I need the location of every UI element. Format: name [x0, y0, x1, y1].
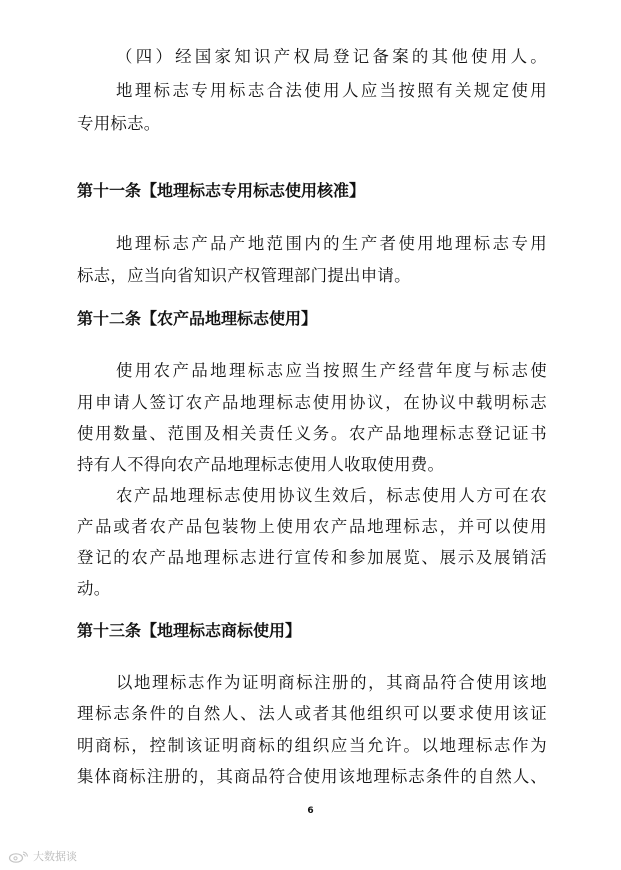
- article-13-heading: 第十三条【地理标志商标使用】: [77, 621, 302, 640]
- watermark-text: 大数据谈: [33, 850, 77, 863]
- paragraph-line: 登记的农产品地理标志进行宣传和参加展览、展示及展销活: [77, 548, 547, 567]
- page-number: 6: [307, 806, 314, 816]
- paragraph-line: 明商标，控制该证明商标的组织应当允许。以地理标志作为: [77, 736, 547, 755]
- paragraph-line: 集体商标注册的，其商品符合使用该地理标志条件的自然人、: [77, 767, 547, 786]
- paragraph-line: 专用标志。: [77, 114, 161, 133]
- paragraph-line: 产品或者农产品包装物上使用农产品地理标志，并可以使用: [77, 517, 547, 536]
- weibo-logo-icon: [8, 850, 30, 863]
- paragraph-line: 农产品地理标志使用协议生效后，标志使用人方可在农: [116, 486, 547, 505]
- article-11-heading: 第十一条【地理标志专用标志使用核准】: [77, 181, 366, 200]
- paragraph-line: 标志，应当向省知识产权管理部门提出申请。: [77, 266, 411, 285]
- paragraph-line: 使用数量、范围及相关责任义务。农产品地理标志登记证书: [77, 424, 547, 443]
- watermark: [8, 848, 77, 864]
- paragraph-line: 理标志条件的自然人、法人或者其他组织可以要求使用该证: [77, 704, 547, 723]
- paragraph-line: 地理标志产品产地范围内的生产者使用地理标志专用: [116, 234, 547, 253]
- paragraph-line: 以地理标志作为证明商标注册的，其商品符合使用该地: [116, 673, 547, 692]
- paragraph-line: 动。: [77, 579, 111, 598]
- paragraph-line: 使用农产品地理标志应当按照生产经营年度与标志使: [116, 361, 547, 380]
- paragraph-line: 用申请人签订农产品地理标志使用协议，在协议中载明标志: [77, 393, 547, 412]
- paragraph-line: 持有人不得向农产品地理标志使用人收取使用费。: [77, 455, 445, 474]
- paragraph-line: （四）经国家知识产权局登记备案的其他使用人。: [116, 47, 547, 66]
- paragraph-line: 地理标志专用标志合法使用人应当按照有关规定使用: [116, 81, 547, 100]
- article-12-heading: 第十二条【农产品地理标志使用】: [77, 309, 318, 328]
